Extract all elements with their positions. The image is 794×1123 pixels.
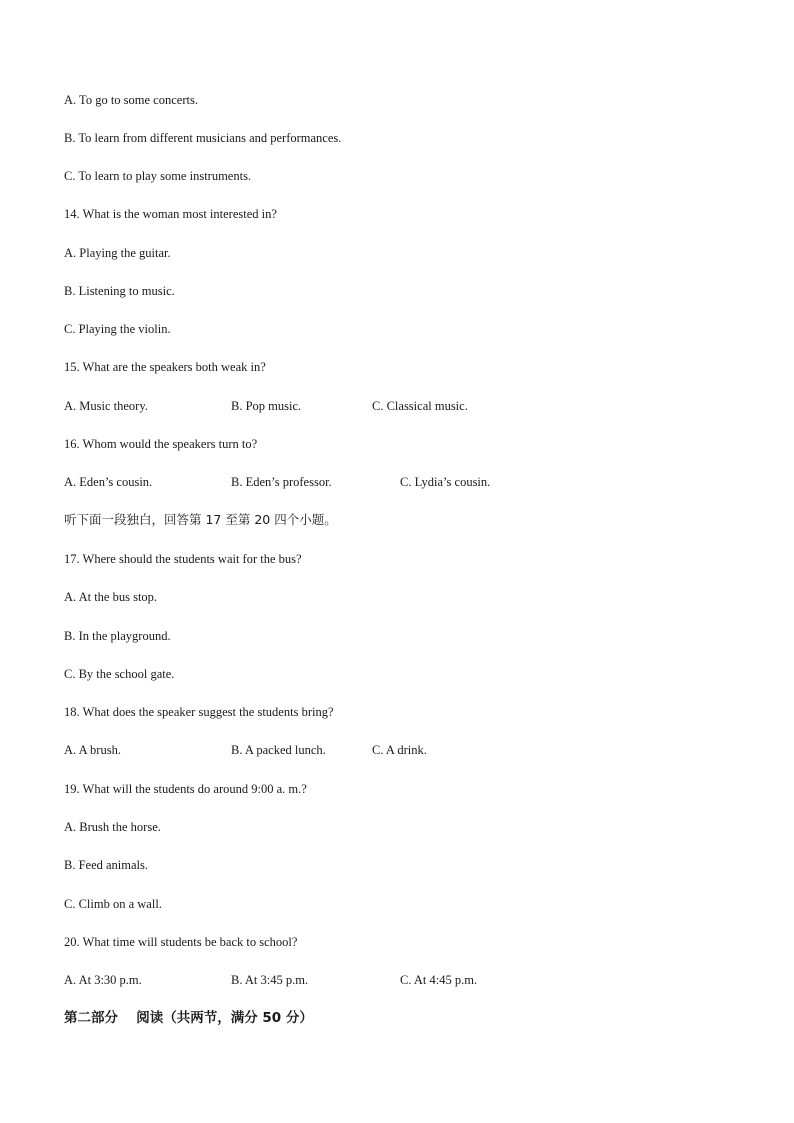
q19-option-b: B. Feed animals. [64, 858, 149, 872]
q16-option-a: A. Eden’s cousin. [64, 475, 153, 489]
monologue-instruction: 听下面一段独白，回答第 17 至第 20 四个小题。 [64, 512, 337, 527]
q20-option-b: B. At 3:45 p.m. [231, 973, 309, 987]
q13-option-c: C. To learn to play some instruments. [64, 169, 252, 183]
q19-option-c: C. Climb on a wall. [64, 897, 162, 911]
q20-option-c: C. At 4:45 p.m. [400, 973, 478, 987]
q18-question: 18. What does the speaker suggest the students bring? [64, 705, 334, 719]
q19-option-a: A. Brush the horse. [64, 820, 161, 834]
q15-options [64, 398, 744, 414]
q15-question: 15. What are the speakers both weak in? [64, 360, 266, 374]
q18-option-a: A. A brush. [64, 743, 121, 757]
q18-option-b: B. A packed lunch. [231, 743, 326, 757]
q17-question: 17. Where should the students wait for the bus? [64, 552, 302, 566]
q14-question: 14. What is the woman most interested in? [64, 207, 277, 221]
q19-question: 19. What will the students do around 9:00 a. m.? [64, 782, 307, 796]
q16-options [64, 474, 744, 490]
q18-options [64, 742, 744, 758]
q16-option-c: C. Lydia’s cousin. [400, 475, 491, 489]
q20-option-a: A. At 3:30 p.m. [64, 973, 142, 987]
q16-question: 16. Whom would the speakers turn to? [64, 437, 258, 451]
q13-option-b: B. To learn from different musicians and performances. [64, 131, 342, 145]
q15-option-b: B. Pop music. [231, 399, 302, 413]
q17-option-a: A. At the bus stop. [64, 590, 158, 604]
q14-option-b: B. Listening to music. [64, 284, 175, 298]
q20-question: 20. What time will students be back to school? [64, 935, 298, 949]
q17-option-c: C. By the school gate. [64, 667, 175, 681]
q20-options [64, 972, 744, 988]
q16-option-b: B. Eden’s professor. [231, 475, 332, 489]
q15-option-c: C. Classical music. [372, 399, 468, 413]
q18-option-c: C. A drink. [372, 743, 427, 757]
q14-option-a: A. Playing the guitar. [64, 246, 171, 260]
q13-option-a: A. To go to some concerts. [64, 93, 198, 107]
q17-option-b: B. In the playground. [64, 629, 171, 643]
q14-option-c: C. Playing the violin. [64, 322, 171, 336]
q15-option-a: A. Music theory. [64, 399, 148, 413]
section-heading: 第二部分 阅读（共两节，满分 50 分） [64, 1010, 313, 1026]
